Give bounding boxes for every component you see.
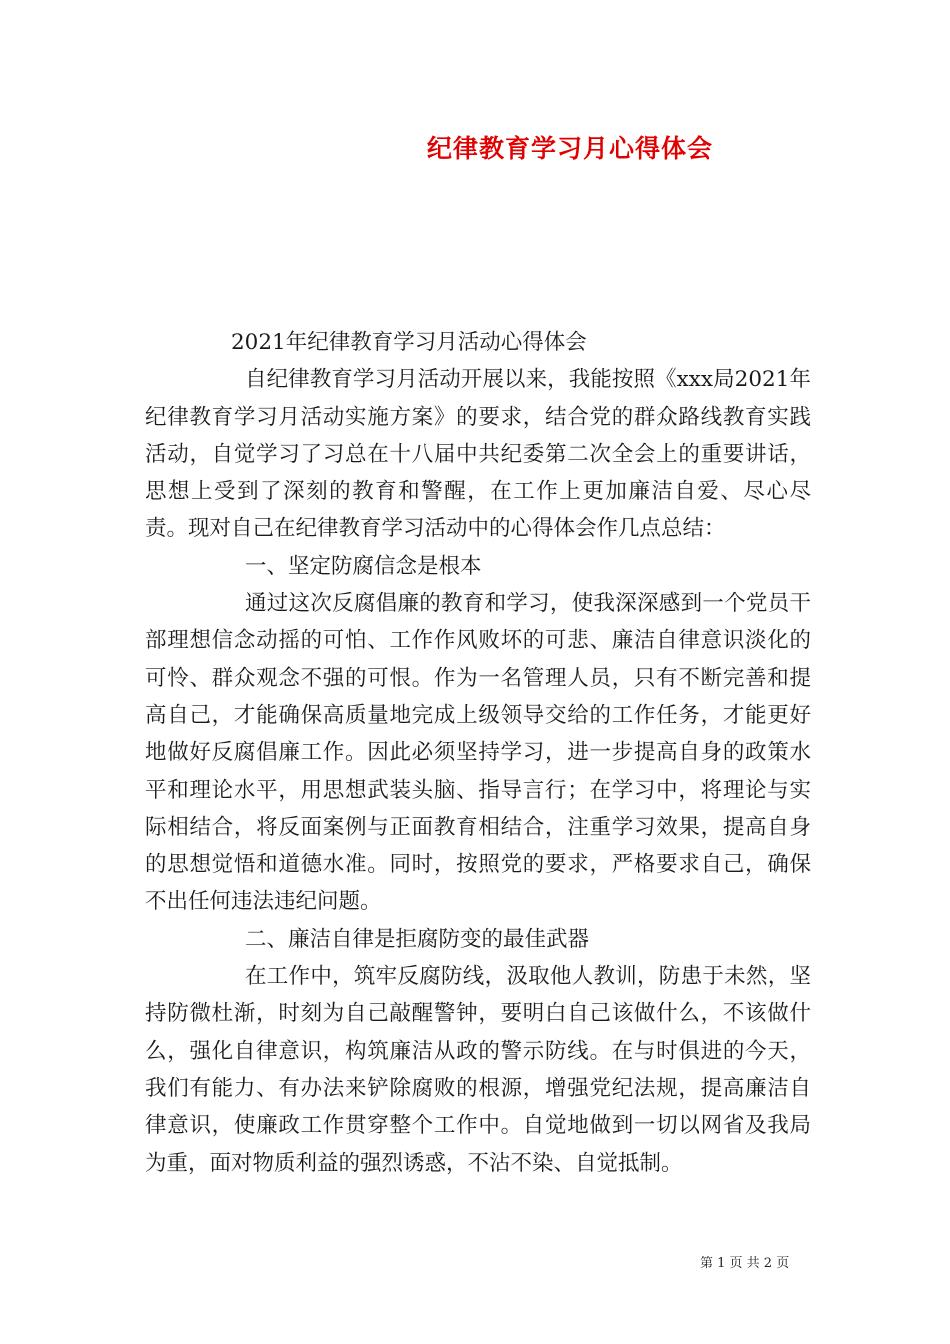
section-1-paragraph: 通过这次反腐倡廉的教育和学习，使我深深感到一个党员干部理想信念动摇的可怕、工作作风败坏的可悲、廉洁自律意识淡化的可怜、群众观念不强的可恨。作为一名管理人员，只有不断完善和提高自己，才能确保高质量地完成上级领导交给的工作任务，才能更好地做好反腐倡廉工作。因此必须坚持学习，进一步提高自身的政策水平和理论水平，用思想武装头脑、指导言行；在学习中，将理论与实际相结合，将反面案例与正面教育相结合，注重学习效果，提高自身的思想觉悟和道德水准。同时，按照党的要求，严格要求自己，确保不出任何违法违纪问题。 bbox=[145, 591, 811, 915]
section-1-heading: 一、坚定防腐信念是根本 bbox=[245, 553, 482, 579]
intro-paragraph: 自纪律教育学习月活动开展以来，我能按照《xxx局2021年纪律教育学习月活动实施方案》的要求，结合党的群众路线教育实践活动，自觉学习了习总在十八届中共纪委第二次全会上的重要讲话，思想上受到了深刻的教育和警醒，在工作上更加廉洁自爱、尽心尽责。现对自己在纪律教育学习活动中的心得体会作几点总结： bbox=[145, 367, 811, 542]
document-body bbox=[145, 324, 811, 1182]
section-2-paragraph: 在工作中，筑牢反腐防线，汲取他人教训，防患于未然，坚持防微杜渐，时刻为自己敲醒警钟，要明白自己该做什么，不该做什么，强化自律意识，构筑廉洁从政的警示防线。在与时俱进的今天，我们有能力、有办法来铲除腐败的根源，增强党纪法规，提高廉洁自律意识，使廉政工作贯穿整个工作中。自觉地做到一切以网省及我局为重，面对物质利益的强烈诱惑，不沾不染、自觉抵制。 bbox=[145, 964, 811, 1176]
document-subtitle: 2021年纪律教育学习月活动心得体会 bbox=[231, 330, 587, 355]
section-2-heading: 二、廉洁自律是拒腐防变的最佳武器 bbox=[245, 926, 590, 952]
document-title: 纪律教育学习月心得体会 bbox=[426, 134, 713, 163]
page-number: 第 1 页 共 2 页 bbox=[700, 1256, 790, 1271]
